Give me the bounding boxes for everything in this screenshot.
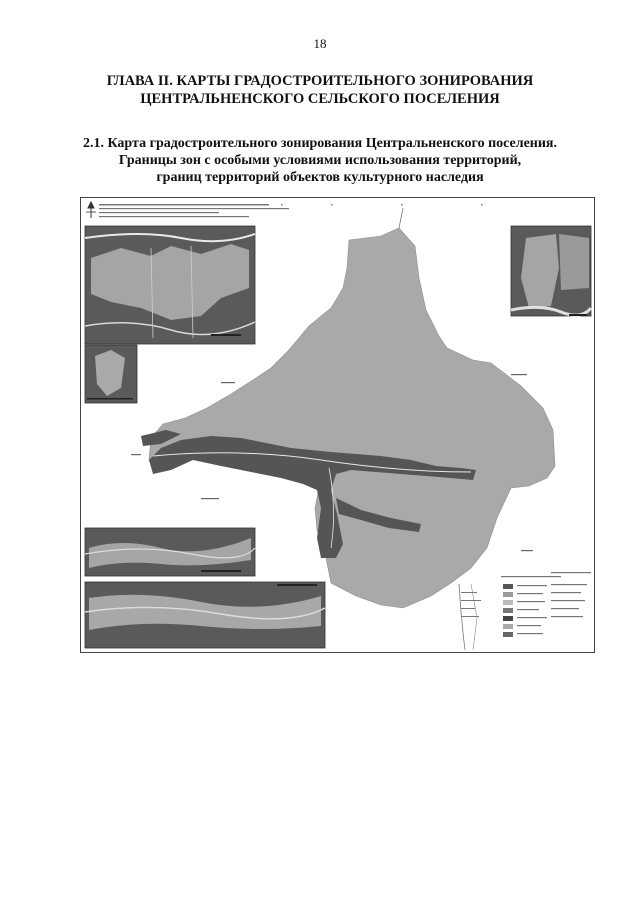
zoning-map-image xyxy=(81,198,594,652)
zoning-map xyxy=(80,197,595,653)
section-title-line-3: границ территорий объектов культурного наследия xyxy=(156,170,484,185)
chapter-title xyxy=(60,72,580,108)
inset-map-2 xyxy=(511,226,591,316)
map-header-notes xyxy=(99,204,483,217)
inset-map-5 xyxy=(85,582,325,648)
chapter-title-line-2: ЦЕНТРАЛЬНЕНСКОГО СЕЛЬСКОГО ПОСЕЛЕНИЯ xyxy=(140,91,500,107)
section-title xyxy=(55,135,585,186)
section-title-line-2: Границы зон с особыми условиями использования территорий, xyxy=(118,153,522,168)
page-number: 18 xyxy=(313,36,327,51)
map-legend xyxy=(461,572,591,637)
section-title-line-1: 2.1. Карта градостроительного зонирования Центральненского поселения. xyxy=(82,136,558,151)
inset-map-4 xyxy=(85,528,255,576)
inset-map-3 xyxy=(85,345,137,403)
north-arrow-icon xyxy=(86,202,96,218)
chapter-title-line-1: ГЛАВА II. КАРТЫ ГРАДОСТРОИТЕЛЬНОГО ЗОНИРОВАНИЯ xyxy=(106,73,534,89)
inset-map-1 xyxy=(85,226,255,344)
